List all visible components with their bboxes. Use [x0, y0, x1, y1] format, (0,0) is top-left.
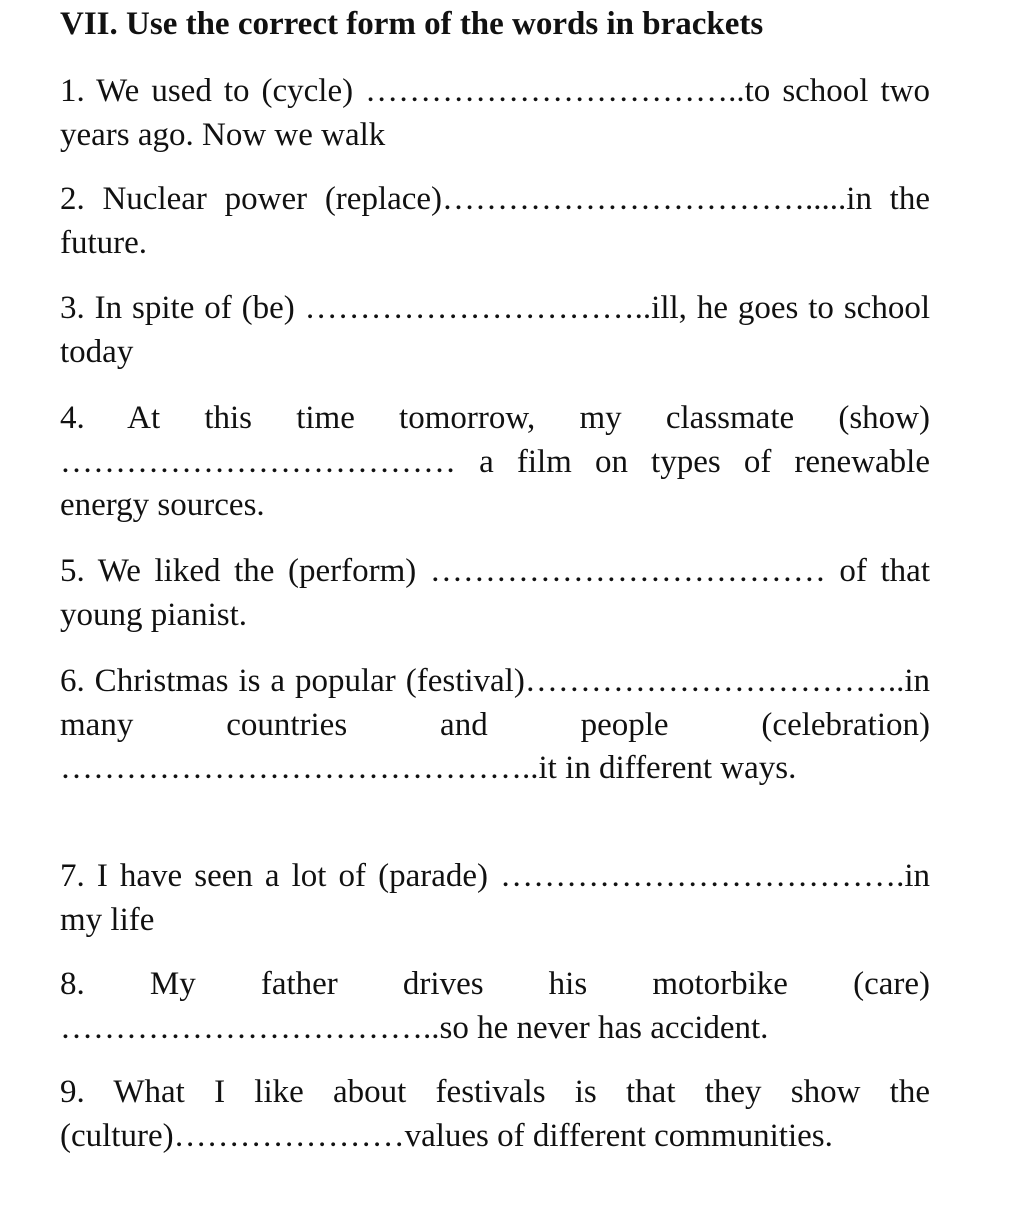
question-8: 8. My father drives his motorbike (care) ……………………………..so he never has accident.: [60, 966, 930, 1046]
question-2: 2. Nuclear power (replace)…………………………….....in the future.: [60, 181, 930, 261]
question-5: 5. We liked the (perform) ……………………………… of that young pianist.: [60, 553, 930, 633]
question-7: 7. I have seen a lot of (parade) ……………………………….in my life: [60, 858, 930, 938]
question-4: 4. At this time tomorrow, my classmate (show) ……………………………… a film on types of renewable energy sources.: [60, 400, 930, 523]
exercise-title: VII. Use the correct form of the words in brackets: [60, 6, 764, 42]
question-9: 9. What I like about festivals is that they show the (culture)…………………values of different communities.: [60, 1074, 930, 1154]
question-3: 3. In spite of (be) …………………………..ill, he goes to school today: [60, 290, 930, 370]
question-6: 6. Christmas is a popular (festival)……………………………..in many countries and people (celebration) ……………………………………..it in different ways.: [60, 663, 930, 786]
question-1: 1. We used to (cycle) ……………………………..to school two years ago. Now we walk: [60, 73, 930, 153]
